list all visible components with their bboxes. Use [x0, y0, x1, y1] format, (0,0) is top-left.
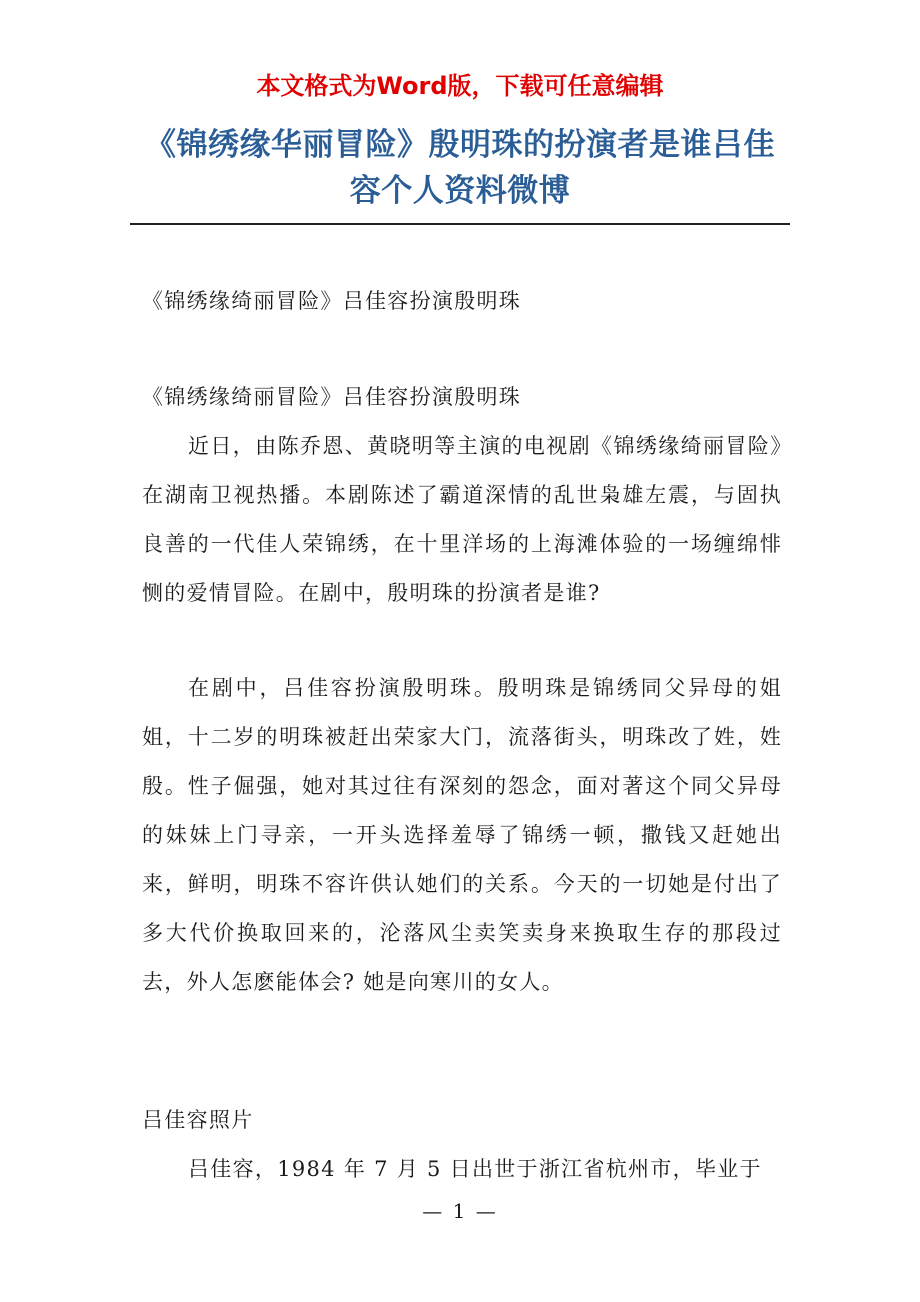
subtitle-line-2: 《锦绣缘绮丽冒险》吕佳容扮演殷明珠 — [142, 385, 522, 409]
title-divider — [130, 223, 790, 225]
page-title: 《锦绣缘华丽冒险》殷明珠的扮演者是谁吕佳容个人资料微博 — [145, 127, 775, 209]
body-paragraph-character: 在剧中，吕佳容扮演殷明珠。殷明珠是锦绣同父异母的姐姐，十二岁的明珠被赶出荣家大门，流落街头，明珠改了姓，姓殷。性子倔强，她对其过往有深刻的怨念，面对著这个同父异母的妹妹上门寻亲，一开头选择羞辱了锦绣一顿，撒钱又赶她出来，鲜明，明珠不容许供认她们的关系。今天的一切她是付出了多大代价换取回来的，沦落风尘卖笑卖身来换取生存的那段过去，外人怎麽能体会? 她是向寒川的女人。 — [142, 676, 782, 994]
subtitle-line-1: 《锦绣缘绮丽冒险》吕佳容扮演殷明珠 — [142, 289, 522, 313]
body-paragraph-intro: 近日，由陈乔恩、黄晓明等主演的电视剧《锦绣缘绮丽冒险》在湖南卫视热播。本剧陈述了霸道深情的乱世枭雄左震，与固执良善的一代佳人荣锦绣，在十里洋场的上海滩体验的一场缠绵悱恻的爱情冒险。在剧中，殷明珠的扮演者是谁? — [142, 434, 782, 605]
section-heading-photo: 吕佳容照片 — [142, 1108, 254, 1132]
body-paragraph-bio: 吕佳容，1984 年 7 月 5 日出世于浙江省杭州市，毕业于 — [188, 1157, 762, 1181]
page-number: — 1 — — [422, 1199, 498, 1223]
download-banner: 本文格式为Word版，下载可任意编辑 — [256, 72, 664, 100]
